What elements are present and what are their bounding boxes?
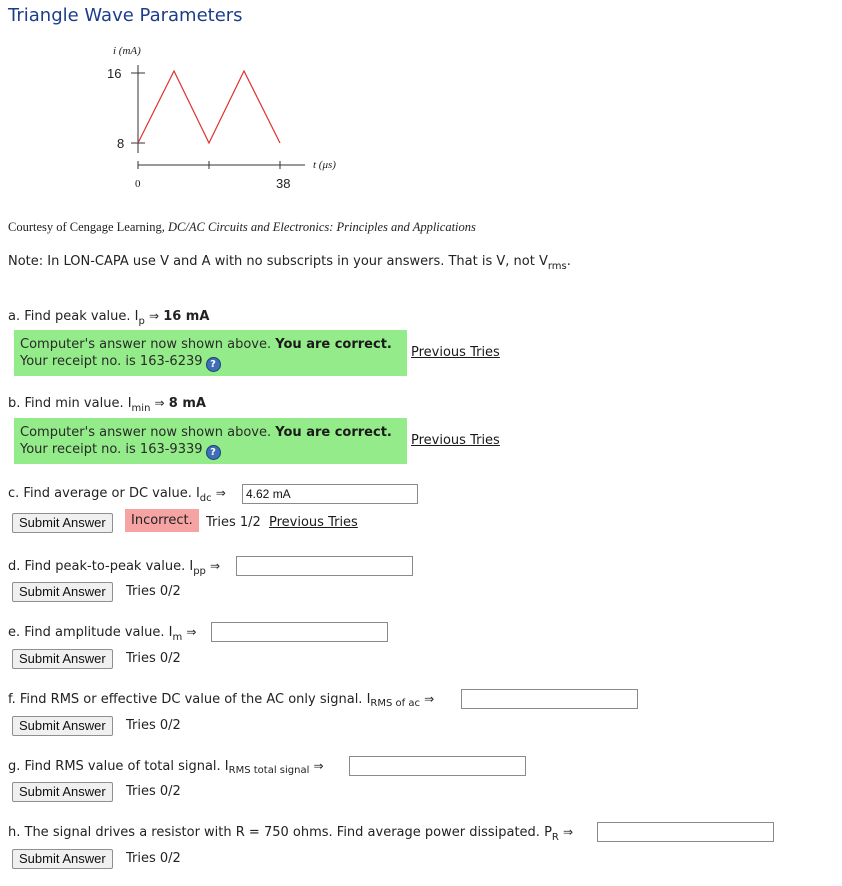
receipt-text: Your receipt no. is 163-6239 — [20, 354, 203, 369]
help-icon[interactable]: ? — [206, 445, 221, 460]
question-h-prompt — [8, 825, 574, 843]
answer-arrow-icon: ⇒ — [313, 759, 324, 773]
question-h-input[interactable] — [597, 822, 774, 842]
question-g-sub: RMS total signal — [228, 765, 310, 776]
question-a-answer: 16 mA — [163, 309, 210, 324]
question-a-prompt — [8, 309, 210, 327]
page-title: Triangle Wave Parameters — [8, 5, 243, 26]
question-c-input[interactable] — [242, 484, 418, 504]
x-tick-label-0: 0 — [135, 178, 141, 190]
triangle-wave-figure — [95, 40, 355, 195]
answer-arrow-icon: ⇒ — [148, 309, 160, 323]
question-e-input[interactable] — [211, 622, 388, 642]
x-axis-label: t (μs) — [313, 159, 336, 171]
question-h-sub: R — [551, 832, 559, 843]
triangle-waveform — [138, 71, 280, 143]
courtesy-line — [8, 220, 476, 235]
question-f-tries: Tries 0/2 — [126, 718, 181, 733]
question-e-prompt — [8, 625, 197, 643]
receipt-text: Your receipt no. is 163-9339 — [20, 442, 203, 457]
question-e-tries: Tries 0/2 — [126, 651, 181, 666]
help-icon[interactable]: ? — [206, 357, 221, 372]
feedback-correct: You are correct. — [275, 337, 392, 352]
question-h-tries: Tries 0/2 — [126, 851, 181, 866]
question-c-submit-button[interactable]: Submit Answer — [12, 513, 113, 533]
question-e-text: e. Find amplitude value. I — [8, 625, 173, 640]
question-a-feedback — [14, 330, 407, 376]
question-e-submit-button[interactable]: Submit Answer — [12, 649, 113, 669]
answer-arrow-icon: ⇒ — [154, 396, 165, 410]
feedback-text: Computer's answer now shown above. — [20, 337, 272, 352]
question-c-previous-tries-link[interactable]: Previous Tries — [269, 515, 358, 530]
question-g-input[interactable] — [349, 756, 526, 776]
courtesy-prefix: Courtesy of Cengage Learning, — [8, 220, 169, 234]
question-c-prompt — [8, 486, 226, 504]
question-b-previous-tries-link[interactable]: Previous Tries — [411, 433, 500, 448]
answer-arrow-icon: ⇒ — [424, 692, 435, 706]
question-e-sub: m — [172, 632, 183, 643]
question-f-text: f. Find RMS or effective DC value of the AC only signal. I — [8, 692, 371, 707]
question-f-input[interactable] — [461, 689, 638, 709]
question-d-sub: pp — [193, 566, 206, 577]
question-d-text: d. Find peak-to-peak value. I — [8, 559, 194, 574]
y-tick-label-8: 8 — [117, 136, 125, 151]
question-b-sub: min — [131, 403, 151, 414]
answer-arrow-icon: ⇒ — [563, 825, 574, 839]
question-f-submit-button[interactable]: Submit Answer — [12, 716, 113, 736]
question-g-text: g. Find RMS value of total signal. I — [8, 759, 229, 774]
question-c-sub: dc — [199, 493, 212, 504]
x-tick-label-38: 38 — [276, 176, 291, 191]
answer-arrow-icon: ⇒ — [215, 486, 226, 500]
answer-arrow-icon: ⇒ — [186, 625, 197, 639]
question-b-feedback — [14, 418, 407, 464]
question-h-text: h. The signal drives a resistor with R = 750 ohms. Find average power dissipated. P — [8, 825, 552, 840]
question-g-prompt — [8, 759, 324, 774]
question-d-prompt — [8, 559, 221, 577]
y-axis-label: i (mA) — [113, 45, 141, 57]
question-c-tries: Tries 1/2 — [206, 515, 261, 530]
question-d-input[interactable] — [236, 556, 413, 576]
note-main: Note: In LON-CAPA use V and A with no subscripts in your answers. That is V, not V — [8, 254, 548, 269]
question-b-prompt — [8, 396, 206, 414]
note-sub: rms — [547, 261, 567, 272]
question-b-answer: 8 mA — [168, 396, 206, 411]
question-f-prompt — [8, 692, 434, 707]
question-d-tries: Tries 0/2 — [126, 584, 181, 599]
question-c-incorrect-badge: Incorrect. — [125, 509, 199, 532]
question-a-text: a. Find peak value. I — [8, 309, 139, 324]
question-a-sub: p — [138, 316, 145, 327]
answer-arrow-icon: ⇒ — [210, 559, 221, 573]
y-tick-label-16: 16 — [107, 66, 122, 81]
question-h-submit-button[interactable]: Submit Answer — [12, 849, 113, 869]
question-b-text: b. Find min value. I — [8, 396, 132, 411]
courtesy-book-title: DC/AC Circuits and Electronics: Principles and Applications — [168, 220, 476, 234]
question-a-previous-tries-link[interactable]: Previous Tries — [411, 345, 500, 360]
feedback-correct: You are correct. — [275, 425, 392, 440]
question-c-text: c. Find average or DC value. I — [8, 486, 200, 501]
note-text — [8, 254, 571, 272]
feedback-text: Computer's answer now shown above. — [20, 425, 272, 440]
note-end: . — [566, 254, 571, 269]
question-g-tries: Tries 0/2 — [126, 784, 181, 799]
question-f-sub: RMS of ac — [370, 698, 420, 709]
question-g-submit-button[interactable]: Submit Answer — [12, 782, 113, 802]
question-d-submit-button[interactable]: Submit Answer — [12, 582, 113, 602]
